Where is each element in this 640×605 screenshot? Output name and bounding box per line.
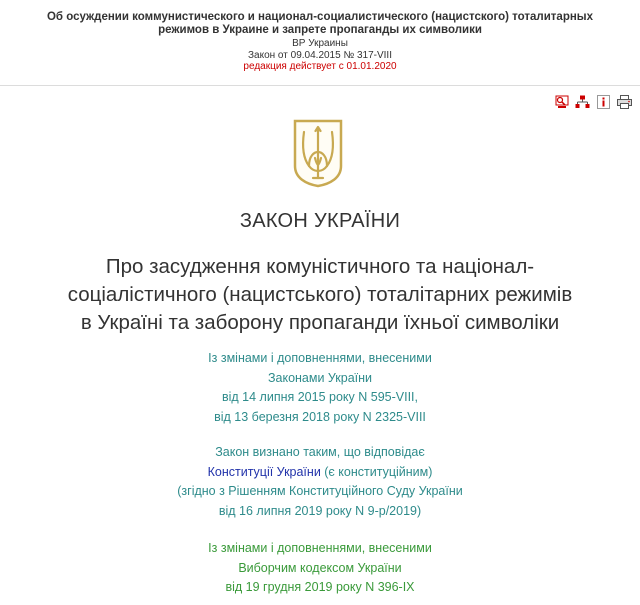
constitution-link[interactable]: Конституції України — [207, 464, 321, 479]
amendments-block-2 — [0, 539, 640, 598]
document-header — [0, 0, 640, 86]
info-icon[interactable] — [596, 94, 611, 109]
amendments-1-line3: від 14 липня 2015 року N 595-VIII, — [221, 390, 418, 404]
amendments-block-1 — [0, 349, 640, 427]
amendments-2-line1: Із змінами і доповненнями, внесеними — [208, 541, 432, 555]
print-icon[interactable] — [617, 94, 632, 109]
diagram-icon[interactable] — [554, 94, 569, 109]
header-title — [20, 11, 620, 37]
constitutional-line2 — [0, 463, 640, 483]
header-title-line2: режимов в Украине и запрете пропаганды их символики — [158, 24, 482, 36]
amendments-2-line2: Виборчим кодексом України — [238, 560, 402, 575]
constitutional-line1: Закон визнано таким, що відповідає — [215, 445, 425, 459]
amendments-1-line1: Із змінами і доповненнями, внесеними — [208, 351, 432, 365]
law-title-line3: в Україні та заборону пропаганди їхньої символіки — [80, 311, 560, 334]
law-title-line2: соціалістичного (нацистського) тоталітарних режимів — [67, 283, 573, 306]
document-toolbar — [554, 94, 632, 109]
ukraine-trident-emblem-icon — [292, 118, 344, 188]
header-edition: редакция действует с 01.01.2020 — [243, 61, 397, 72]
constitutional-status-block — [0, 443, 640, 521]
header-title-line1: Об осуждении коммунистического и национал-социалистического (нацистского) тоталитарных — [46, 11, 594, 23]
amendments-2-line3: від 19 грудня 2019 року N 396-IX — [225, 580, 415, 594]
law-title-line1: Про засудження комуністичного та націонал- — [105, 255, 535, 278]
amendments-1-line2: Законами України — [267, 370, 373, 385]
constitutional-line4: від 16 липня 2019 року N 9-р/2019) — [218, 503, 422, 518]
amendments-1-line4: від 13 березня 2018 року N 2325-VIII — [214, 409, 426, 424]
header-law-ref: Закон от 09.04.2015 № 317-VIII — [247, 49, 392, 61]
structure-icon[interactable] — [575, 94, 590, 109]
law-title — [60, 253, 580, 337]
law-label: ЗАКОН УКРАЇНИ — [239, 210, 401, 232]
header-issuer: ВР Украины — [292, 38, 348, 49]
constitutional-line3: (згідно з Рішенням Конституційного Суду України — [177, 484, 463, 498]
constitutional-line2-rest: (є конституційним) — [320, 464, 433, 479]
